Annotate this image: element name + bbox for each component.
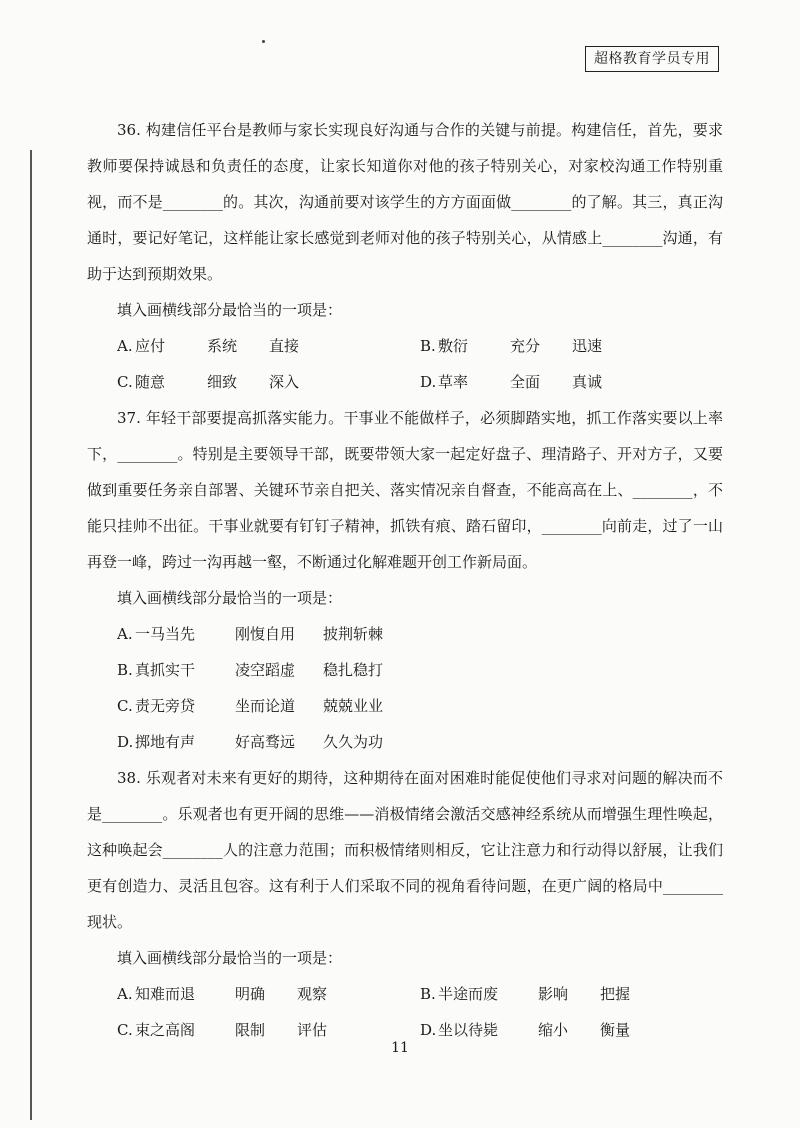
option-word: 知难而退 [135,985,196,1003]
option-letter: B. [117,661,133,679]
option-d[interactable] [420,364,723,400]
option-word: 敷衍 [438,337,469,355]
question-37-instruction: 填入画横线部分最恰当的一项是： [117,589,343,607]
option-word: 影响 [538,985,569,1003]
question-36-options-row-2 [87,364,723,400]
option-word: 坐以待毙 [438,1021,499,1039]
option-letter: A. [117,337,133,355]
option-word: 明确 [235,985,266,1003]
option-word: 观察 [297,985,328,1003]
option-word: 真诚 [572,373,603,391]
option-letter: B. [420,337,436,355]
option-word: 久久为功 [323,733,384,751]
question-37-option-row [87,652,723,688]
option-word: 随意 [135,373,166,391]
question-38-text: 38. 乐观者对未来有更好的期待，这种期待在面对困难时能促使他们寻求对问题的解决而不是________。乐观者也有更开阔的思维——消极情绪会激活交感神经系统从而增强生理性唤起，这种唤起会________人的注意力范围；而积极情绪则相反，它让注意力和行动得以舒展，让我们更有创造力、灵活且包容。这有利于人们采取不同的视角看待问题，在更广阔的格局中________现状。 [87,769,723,931]
question-37-option-row [87,616,723,652]
option-word: 好高骛远 [235,733,296,751]
option-word: 评估 [297,1021,328,1039]
option-word: 缩小 [538,1021,569,1039]
option-word: 束之高阁 [135,1021,196,1039]
question-36-text: 36. 构建信任平台是教师与家长实现良好沟通与合作的关键与前提。构建信任，首先，要求教师要保持诚恳和负责任的态度，让家长知道你对他的孩子特别关心，对家校沟通工作特别重视，而不是________的。其次，沟通前要对该学生的方方面面做________的了解。其三，真正沟通时，要记好笔记，这样能让家长感觉到老师对他的孩子特别关心，从情感上________沟通，有助于达到预期效果。 [87,121,723,283]
option-c[interactable] [117,364,420,400]
option-word: 应付 [135,337,166,355]
option-b[interactable] [420,976,723,1012]
option-word: 坐而论道 [235,697,296,715]
option-letter: D. [420,373,437,391]
option-word: 凌空蹈虚 [235,661,296,679]
question-36-options-row-1 [87,328,723,364]
option-word: 全面 [510,373,541,391]
option-a[interactable] [117,328,420,364]
question-37-text: 37. 年轻干部要提高抓落实能力。干事业不能做样子，必须脚踏实地，抓工作落实要以上率下，________。特别是主要领导干部，既要带领大家一起定好盘子、理清路子、开对方子，又要做到重要任务亲自部署、关键环节亲自把关、落实情况亲自督查，不能高高在上、________，不能只挂帅不出征。干事业就要有钉钉子精神，抓铁有痕、踏石留印，________向前走，过了一山再登一峰，跨过一沟再越一壑，不断通过化解难题开创工作新局面。 [87,409,723,571]
option-word: 披荆斩棘 [323,625,384,643]
option-word: 衡量 [600,1021,631,1039]
question-38-instruction: 填入画横线部分最恰当的一项是： [117,949,343,967]
option-word: 一马当先 [135,625,196,643]
option-word: 把握 [600,985,631,1003]
question-36-instruction: 填入画横线部分最恰当的一项是： [117,301,343,319]
option-word: 草率 [438,373,469,391]
option-word: 半途而废 [438,985,499,1003]
option-letter: D. [117,733,134,751]
option-letter: D. [420,1021,437,1039]
option-letter: A. [117,985,133,1003]
header-tag: 超格教育学员专用 [585,46,719,72]
option-letter: C. [117,373,133,391]
option-word: 稳扎稳打 [323,661,384,679]
option-a[interactable] [117,616,443,652]
question-37-option-row [87,724,723,760]
option-letter: C. [117,1021,133,1039]
option-letter: C. [117,697,133,715]
option-word: 深入 [269,373,300,391]
option-word: 责无旁贷 [135,697,196,715]
option-word: 迅速 [572,337,603,355]
option-c[interactable] [117,688,443,724]
option-word: 系统 [207,337,238,355]
option-letter: B. [420,985,436,1003]
option-word: 刚愎自用 [235,625,296,643]
option-word: 细致 [207,373,238,391]
question-38-options-row-1 [87,976,723,1012]
option-d[interactable] [117,724,443,760]
option-letter: A. [117,625,133,643]
page-number: 11 [391,1040,409,1056]
option-b[interactable] [117,652,443,688]
option-a[interactable] [117,976,420,1012]
option-word: 充分 [510,337,541,355]
option-word: 兢兢业业 [323,697,384,715]
option-b[interactable] [420,328,723,364]
option-word: 真抓实干 [135,661,196,679]
question-content [87,112,723,1048]
option-word: 直接 [269,337,300,355]
binding-line [30,150,32,1120]
scan-speck [262,40,265,43]
question-37-option-row [87,688,723,724]
option-word: 限制 [235,1021,266,1039]
option-word: 掷地有声 [135,733,196,751]
